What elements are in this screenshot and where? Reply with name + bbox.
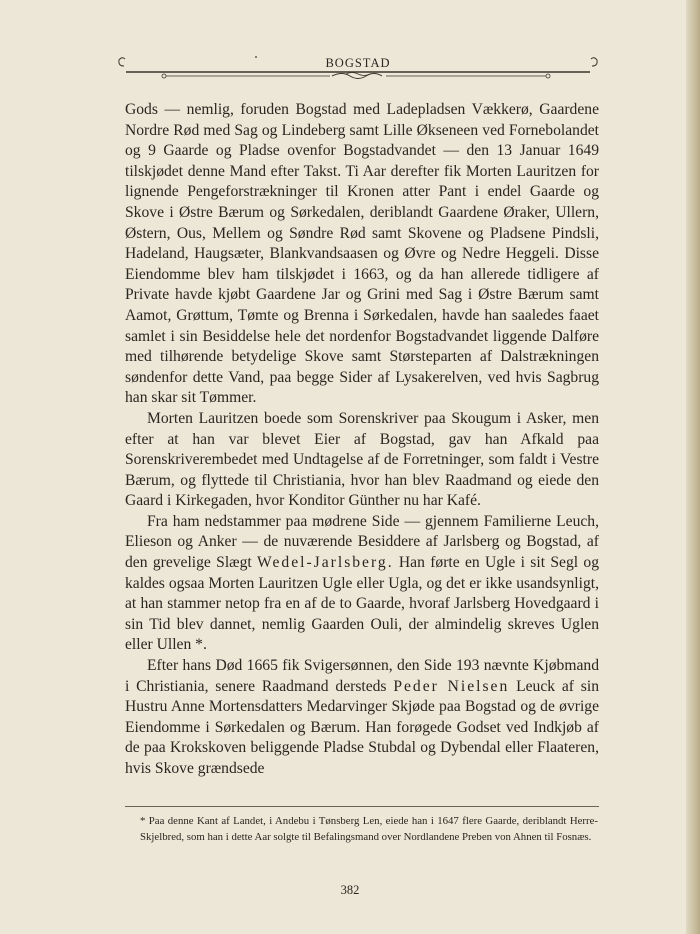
paragraph-3-text-a: Fra ham nedstammer paa mødrene Side — gjennem Familierne Leuch, Elieson og Anker — de nuværende Besiddere af Jarlsberg og Bogstad, af den grevelige Slægt	[125, 512, 599, 572]
paragraph-3-text-b: Han førte en Ugle i sit Segl og kaldes ogsaa Morten Lauritzen Ugle eller Ugla, og det er ikke usandsynligt, at han stammer netop fra en af de to Gaarde, hvoraf Jarlsberg Hovedgaard i sin Tid blev dannet, nemlig Gaarden Ouli, der almindelig skreves Uglen eller Ullen *.	[125, 554, 600, 654]
paragraph-4	[125, 656, 599, 780]
footnote	[140, 813, 598, 845]
paragraph-1-text: Gods — nemlig, foruden Bogstad med Ladepladsen Vækkerø, Gaardene Nordre Rød med Sag og Lindeberg samt Lille Økseneen ved Fornebolandet og 9 Gaarde og Pladse ovenfor Bogstadvandet — den 13 Januar 1649 tilskjødet denne Mand efter Takst. Ti Aar derefter fik Morten Lauritzen for lignende Pengeforstrækninger til Kronen atter Pant i endel Gaarde og Skove i Østre Bærum og Sørkedalen, deriblandt Gaardene Øraker, Ullern, Østern, Ous, Mellem og Søndre Rød samt Skovene og Pladsene Pindsli, Hadeland, Haugsæter, Blankvandsaasen og Øvre og Nedre Heggeli. Disse Eiendomme blev ham tilskjødet i 1663, og da han allerede tidligere af Private havde kjøbt Gaardene Jar og Grini med Sag i Østre Bærum samt Aamot, Grøttum, Tømte og Brenna i Sørkedalen, havde han saaledes faaet samlet i sin Besiddelse hele det nordenfor Bogstadvandet liggende Dalføre med tilhørende betydelige Skove samt Størsteparten af Dalstrækningen søndenfor dette Vand, paa begge Sider af Lysakerelven, ved hvis Sagbrug han skar sit Tømmer.	[125, 101, 599, 407]
page-number: 382	[340, 883, 360, 897]
page-header	[118, 52, 598, 92]
paragraph-2	[125, 409, 599, 512]
footnote-rule	[125, 806, 599, 807]
paragraph-2-text: Morten Lauritzen boede som Sorenskriver paa Skougum i Asker, men efter at han var blevet Eier af Bogstad, gav han Afkald paa Sorenskriverembedet med Undtagelse af de Forretninger, som faldt i Vestre Bærum, og flyttede til Christiania, hvor han blev Raadmand og eiede den Gaard i Kirkegaden, hvor Konditor Günther nu har Kafé.	[125, 409, 599, 510]
footnote-text: * Paa denne Kant af Landet, i Andebu i Tønsberg Len, eiede han i 1647 flere Gaarde, deriblandt Herre-Skjelbred, som han i dette Aar solgte til Befalingsmand over Nordlandene Preben von Ahnen til Fosnæs.	[140, 815, 598, 843]
paragraph-1	[125, 100, 599, 409]
page-edge	[686, 0, 700, 934]
person-name-spaced: Peder Nielsen	[393, 677, 510, 695]
running-title: BOGSTAD	[325, 56, 391, 70]
paragraph-4-text-a: Efter hans Død 1665 fik Svigersønnen, den Side 193 nævnte Kjøbmand i Christiania, senere Raadmand dersteds	[125, 657, 599, 695]
body-text	[125, 100, 599, 780]
paragraph-4-text-b: Leuck af sin Hustru Anne Mortensdatters Medarvinger Skjøde paa Bogstad og de øvrige Eiendomme i Sørkedalen og Bærum. Han forøgede Godset ved Indkjøb af de paa Krokskoven beliggende Pladse Stubdal og Dybendal eller Flaateren, hvis Skove grændsede	[125, 677, 599, 777]
paragraph-3	[125, 512, 599, 656]
family-name-spaced: Wedel-Jarlsberg.	[257, 554, 394, 572]
